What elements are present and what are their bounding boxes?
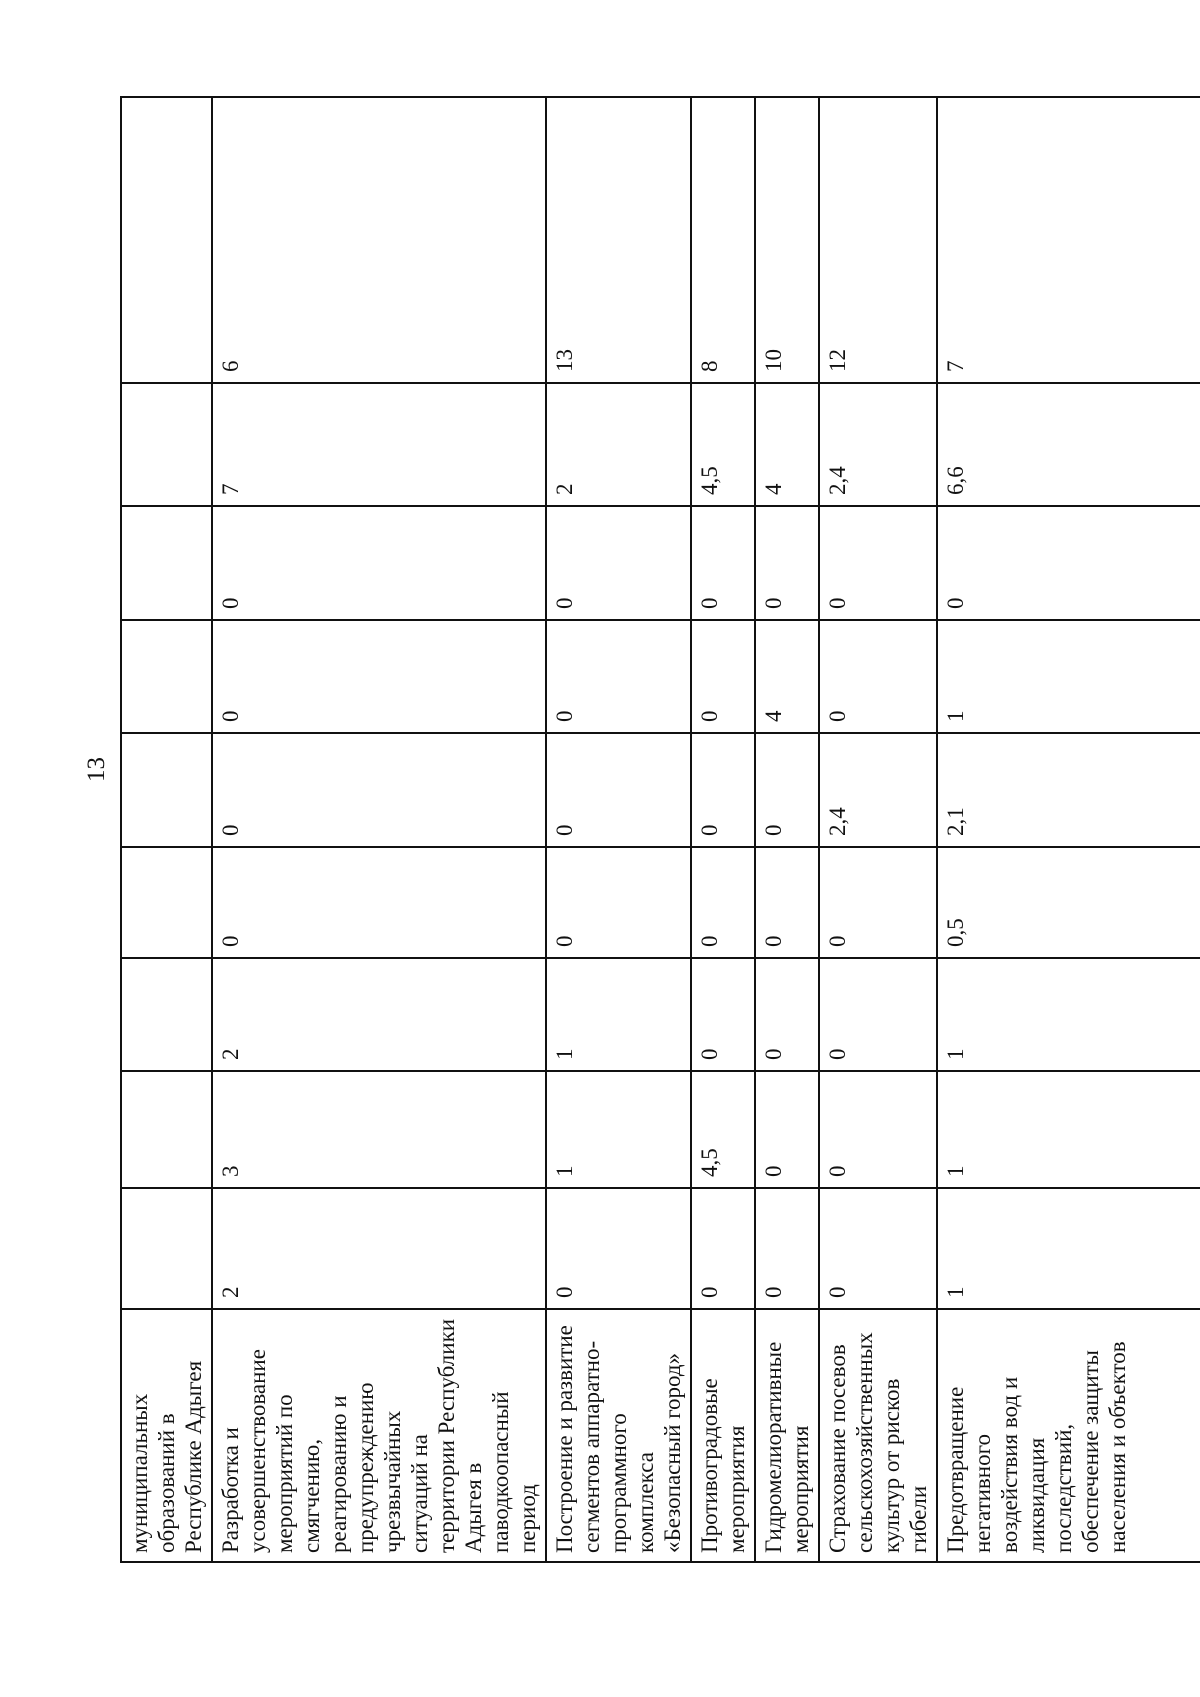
value-cell: 4 bbox=[755, 620, 819, 733]
value-cell: 0 bbox=[819, 506, 937, 620]
value-cell: 2 bbox=[546, 383, 691, 506]
value-cell: 0 bbox=[546, 1188, 691, 1309]
value-cell: 0 bbox=[819, 1188, 937, 1309]
value-cell: 0 bbox=[691, 847, 755, 958]
value-cell: 0 bbox=[546, 733, 691, 847]
value-cell: 2,4 bbox=[819, 733, 937, 847]
value-cell: 13 bbox=[546, 97, 691, 383]
value-cell: 0 bbox=[755, 958, 819, 1071]
table-row bbox=[937, 97, 1200, 1562]
row-label: муниципальных образований в Республике Адыгея bbox=[121, 1309, 212, 1562]
value-cell bbox=[121, 1071, 212, 1188]
value-cell: 6 bbox=[212, 97, 546, 383]
value-cell: 0 bbox=[819, 1071, 937, 1188]
value-cell: 0 bbox=[212, 506, 546, 620]
value-cell: 0 bbox=[212, 620, 546, 733]
value-cell: 1 bbox=[546, 1071, 691, 1188]
value-cell bbox=[121, 958, 212, 1071]
value-cell: 6,6 bbox=[937, 383, 1200, 506]
value-cell: 0 bbox=[691, 620, 755, 733]
value-cell bbox=[121, 506, 212, 620]
row-label: Страхование посевов сельскохозяйственных культур от рисков гибели bbox=[819, 1309, 937, 1562]
table-row bbox=[212, 97, 546, 1562]
value-cell: 0,5 bbox=[937, 847, 1200, 958]
value-cell: 2,4 bbox=[819, 383, 937, 506]
value-cell: 8 bbox=[691, 97, 755, 383]
table-row bbox=[546, 97, 691, 1562]
table-row bbox=[691, 97, 755, 1562]
value-cell: 0 bbox=[691, 733, 755, 847]
row-label: Разработка и усовершенствование мероприятий по смягчению, реагированию и предупреждению чрезвычайных ситуаций на территории Республики Адыгея в паводкоопасный период bbox=[212, 1309, 546, 1562]
page-number: 13 bbox=[83, 757, 110, 782]
value-cell: 1 bbox=[546, 958, 691, 1071]
value-cell: 12 bbox=[819, 97, 937, 383]
value-cell: 0 bbox=[819, 958, 937, 1071]
value-cell bbox=[121, 620, 212, 733]
value-cell: 0 bbox=[819, 847, 937, 958]
value-cell: 3 bbox=[212, 1071, 546, 1188]
value-cell bbox=[121, 97, 212, 383]
value-cell bbox=[121, 733, 212, 847]
table-row bbox=[755, 97, 819, 1562]
data-table-area bbox=[120, 98, 1130, 1563]
value-cell: 0 bbox=[546, 620, 691, 733]
value-cell: 0 bbox=[755, 506, 819, 620]
value-cell: 4 bbox=[755, 383, 819, 506]
value-cell: 0 bbox=[546, 847, 691, 958]
value-cell: 0 bbox=[819, 620, 937, 733]
data-table bbox=[120, 96, 1200, 1563]
value-cell: 0 bbox=[755, 1188, 819, 1309]
value-cell: 2 bbox=[212, 1188, 546, 1309]
value-cell: 0 bbox=[755, 1071, 819, 1188]
row-label: Построение и развитие сегментов аппаратно-программного комплекса «Безопасный город» bbox=[546, 1309, 691, 1562]
value-cell: 0 bbox=[212, 733, 546, 847]
value-cell: 0 bbox=[691, 958, 755, 1071]
value-cell: 1 bbox=[937, 1071, 1200, 1188]
value-cell: 7 bbox=[937, 97, 1200, 383]
value-cell: 2 bbox=[212, 958, 546, 1071]
row-label: Предотвращение негативного воздействия вод и ликвидация последствий, обеспечение защиты населения и объектов bbox=[937, 1309, 1200, 1562]
value-cell: 0 bbox=[755, 733, 819, 847]
value-cell: 0 bbox=[691, 1188, 755, 1309]
value-cell: 7 bbox=[212, 383, 546, 506]
value-cell: 0 bbox=[755, 847, 819, 958]
value-cell: 0 bbox=[546, 506, 691, 620]
table-row bbox=[819, 97, 937, 1562]
value-cell bbox=[121, 383, 212, 506]
value-cell: 1 bbox=[937, 1188, 1200, 1309]
table-row bbox=[121, 97, 212, 1562]
row-label: Противоградовые мероприятия bbox=[691, 1309, 755, 1562]
value-cell: 1 bbox=[937, 958, 1200, 1071]
value-cell: 0 bbox=[691, 506, 755, 620]
row-label: Гидромелиоративные мероприятия bbox=[755, 1309, 819, 1562]
value-cell: 1 bbox=[937, 620, 1200, 733]
value-cell: 10 bbox=[755, 97, 819, 383]
value-cell: 0 bbox=[937, 506, 1200, 620]
value-cell bbox=[121, 847, 212, 958]
value-cell: 4,5 bbox=[691, 383, 755, 506]
value-cell: 4,5 bbox=[691, 1071, 755, 1188]
rotated-table-container bbox=[120, 98, 1130, 1563]
value-cell bbox=[121, 1188, 212, 1309]
value-cell: 0 bbox=[212, 847, 546, 958]
value-cell: 2,1 bbox=[937, 733, 1200, 847]
